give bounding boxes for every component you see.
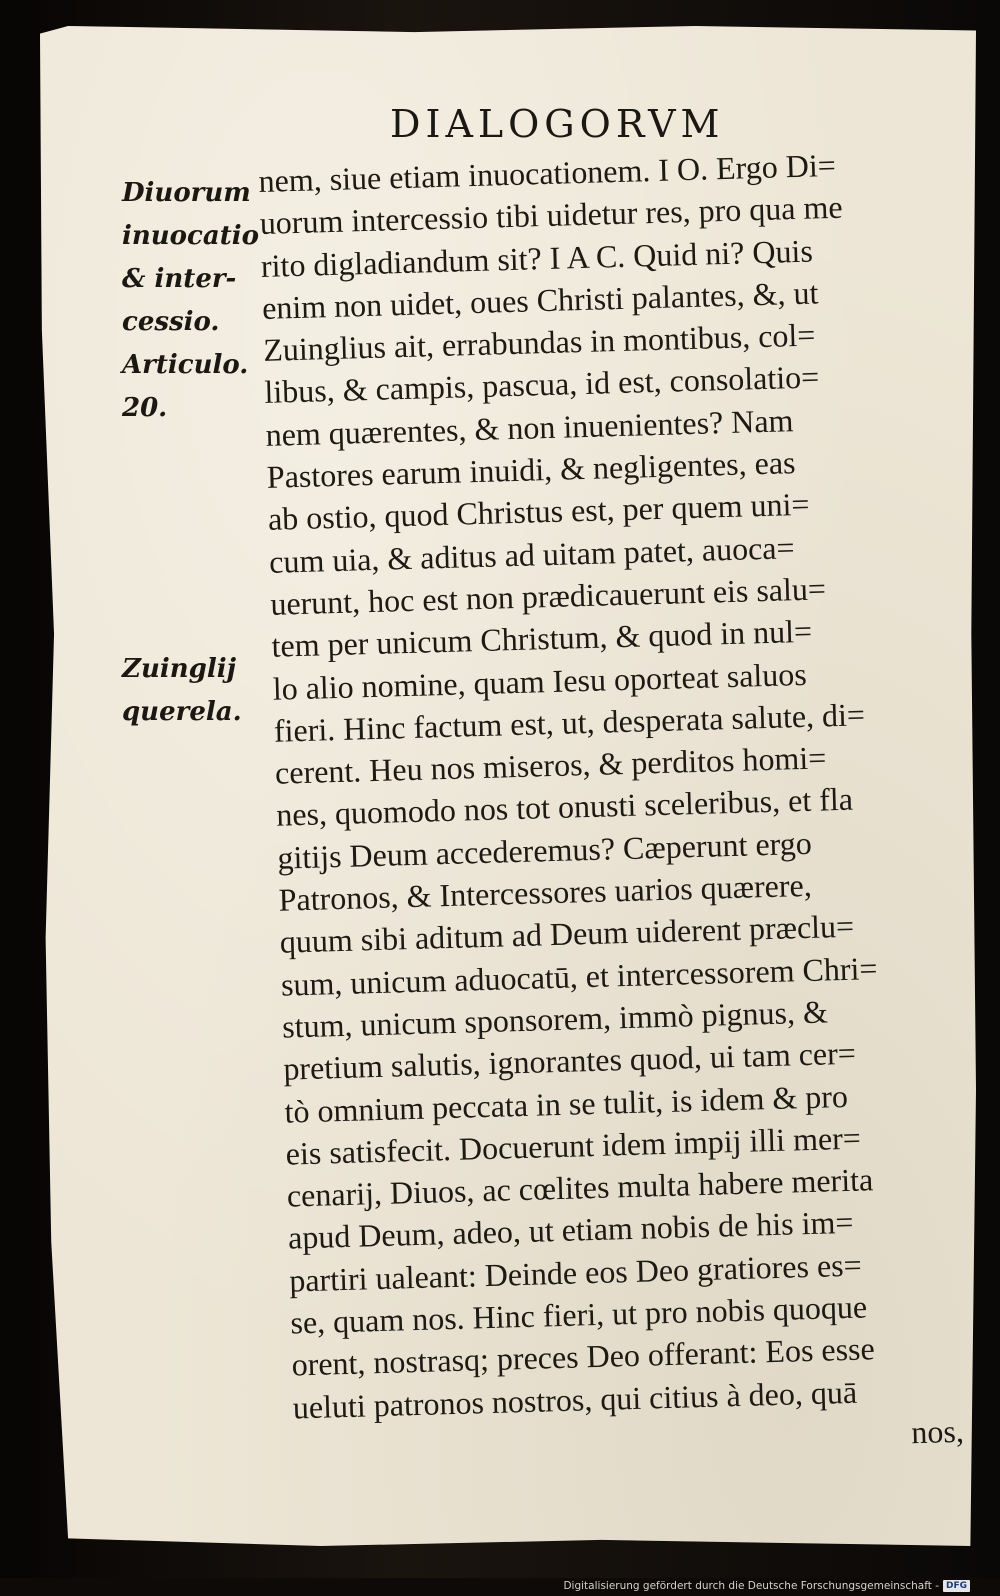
text-line: partiri ualeant: Deinde eos Deo gratiores es= xyxy=(288,1246,863,1299)
text-line: tò omnium peccata in se tulit, is idem & pro xyxy=(284,1077,849,1130)
margin-note-line: Zuinglij xyxy=(122,654,237,684)
text-line: se, quam nos. Hinc fieri, ut pro nobis quoque xyxy=(289,1288,868,1341)
text-line: uerunt, hoc est non prædicauerunt eis salu= xyxy=(269,570,827,622)
margin-note-invocation xyxy=(122,172,259,430)
text-line: eis satisfecit. Docuerunt idem impij illi mer= xyxy=(285,1119,862,1172)
text-line: pretium salutis, ignorantes quod, ui tam cer= xyxy=(282,1034,857,1087)
text-line: libus, & campis, pascua, id est, consolatio= xyxy=(263,358,820,411)
text-line: cenarij, Diuos, ac cœlites multa habere merita xyxy=(286,1161,874,1214)
text-line: enim non uidet, oues Christi palantes, &, ut xyxy=(261,274,819,326)
text-line: apud Deum, adeo, ut etiam nobis de his im= xyxy=(287,1204,854,1256)
text-line: ab ostio, quod Christus est, per quem uni= xyxy=(267,486,810,538)
text-line: ueluti patronos nostros, qui citius à deo, quā xyxy=(292,1373,858,1426)
margin-note-line: inuocatio xyxy=(122,221,259,251)
dfg-logo-icon: DFG xyxy=(943,1580,970,1592)
margin-note-line: querela. xyxy=(122,697,242,727)
body-text xyxy=(258,141,984,1471)
margin-note-line: Articulo. xyxy=(122,350,249,380)
text-line: Zuinglius ait, errabundas in montibus, col= xyxy=(262,316,816,369)
text-line: Pastores earum inuidi, & negligentes, eas xyxy=(266,444,796,495)
margin-note-zuinglius xyxy=(122,648,242,734)
text-line: uorum intercessio tibi uidetur res, pro qua me xyxy=(259,189,844,242)
text-line: nes, quomodo nos tot onusti sceleribus, et fla xyxy=(275,781,854,834)
catchword: nos, xyxy=(910,1412,965,1451)
margin-note-line: cessio. xyxy=(122,307,220,337)
text-line: lo alio nomine, quam Iesu oporteat saluos xyxy=(272,655,808,707)
text-line: sum, unicum aduocatū, et intercessorem Chri= xyxy=(280,949,878,1003)
text-line: stum, unicum sponsorem, immò pignus, & xyxy=(281,993,829,1045)
margin-note-line: 20. xyxy=(122,393,168,423)
text-line: cum uia, & aditus ad uitam patet, auoca= xyxy=(268,528,795,580)
text-line: nem quærentes, & non inuenientes? Nam xyxy=(265,401,794,453)
text-line: nem, siue etiam inuocationem. I O. Ergo Di= xyxy=(258,146,837,199)
text-line: cerent. Heu nos miseros, & perditos homi= xyxy=(274,739,827,791)
digitization-credit xyxy=(563,1580,970,1592)
text-line: tem per unicum Christum, & quod in nul= xyxy=(271,612,813,665)
running-header: DIALOGORVM xyxy=(390,102,725,146)
text-line: quum sibi aditum ad Deum uiderent præclu= xyxy=(279,908,855,961)
text-line: fieri. Hinc factum est, ut, desperata salute, di= xyxy=(273,696,866,749)
margin-note-line: & inter- xyxy=(122,264,237,294)
text-line: gitijs Deum accederemus? Cæperunt ergo xyxy=(276,824,813,876)
text-line: rito digladiandum sit? I A C. Quid ni? Quis xyxy=(260,232,814,284)
text-line: orent, nostrasq; preces Deo offerant: Eos esse xyxy=(291,1330,876,1383)
text-line: Patronos, & Intercessores uarios quærere, xyxy=(278,866,813,918)
credit-text: Digitalisierung gefördert durch die Deutsche Forschungsgemeinschaft - xyxy=(563,1580,939,1592)
margin-note-line: Diuorum xyxy=(122,178,251,208)
